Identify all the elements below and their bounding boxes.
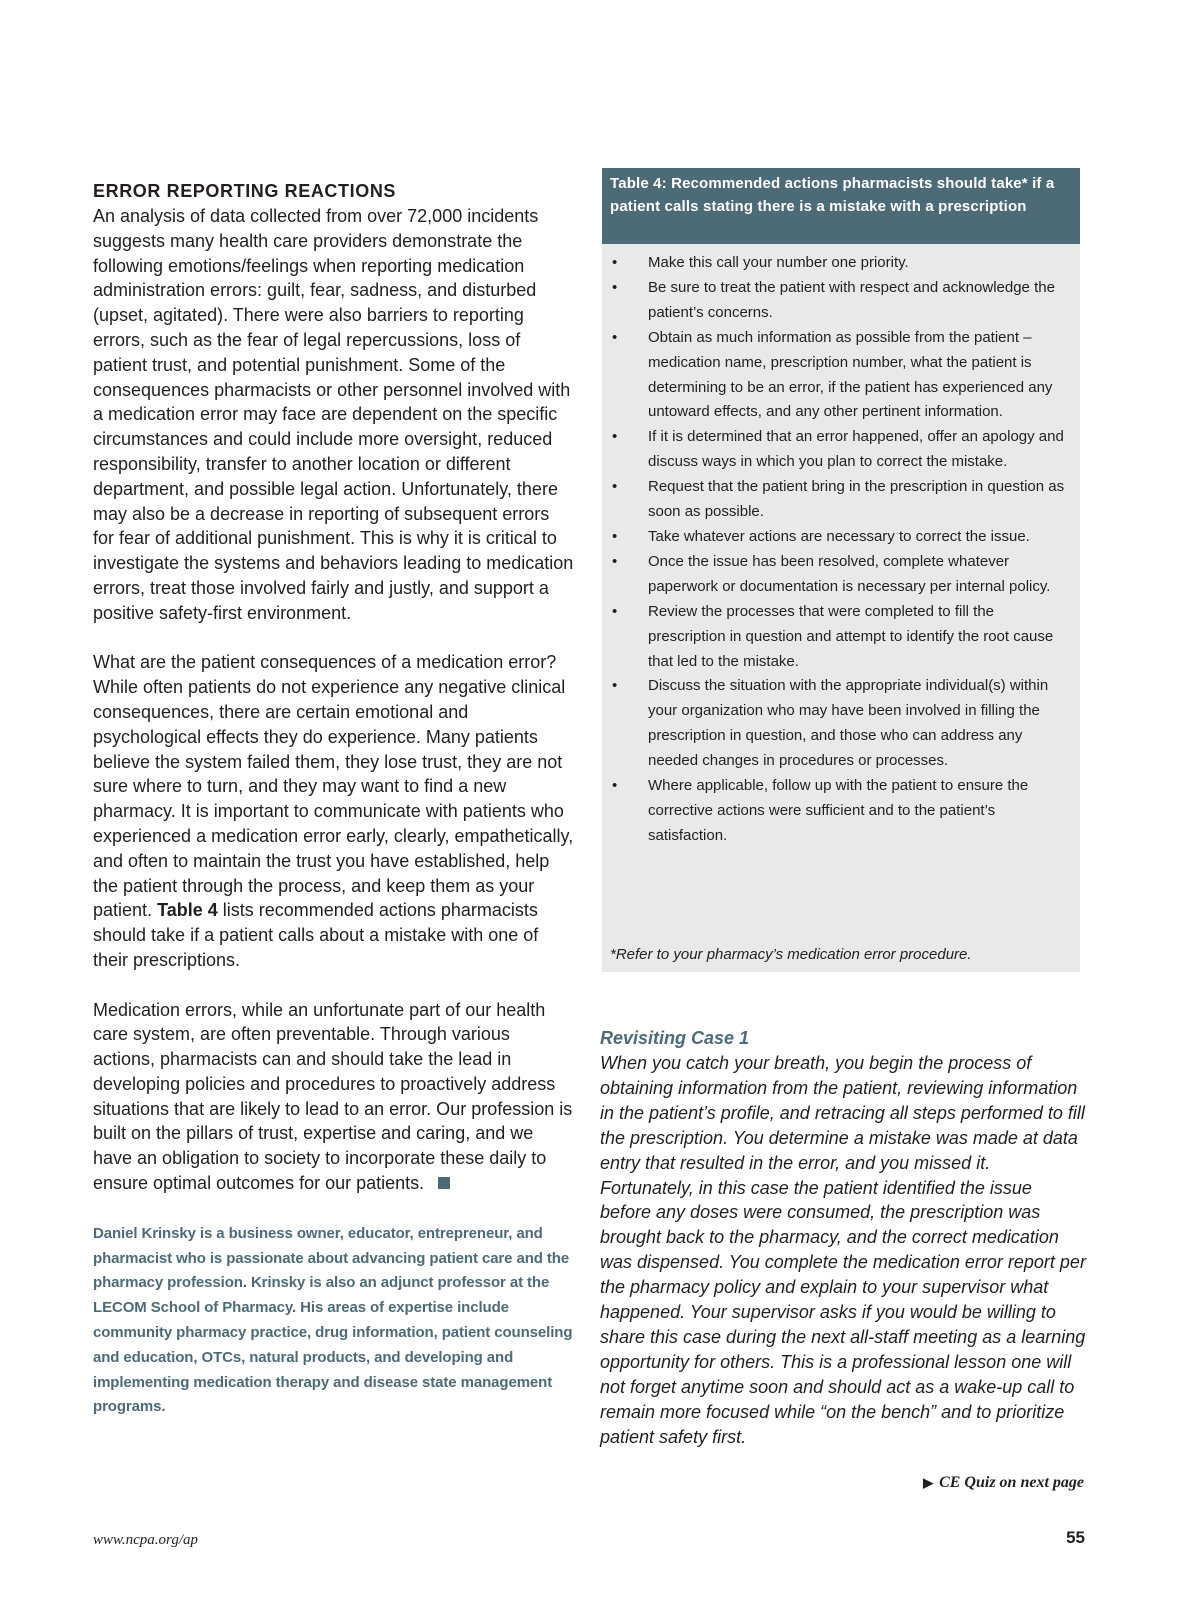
table-4-list-item (610, 525, 1074, 550)
table-4-list-item (610, 251, 1074, 276)
table-4-item-text: Obtain as much information as possible from the patient – medication name, prescription number, what the patient is determining to be an error, if the patient has experienced any untoward effects, and any other pertinent information. (648, 328, 1053, 421)
table-4-item-text: If it is determined that an error happened, offer an apology and discuss ways in which you plan to correct the mistake. (648, 428, 1064, 471)
table-4-item-text: Request that the patient bring in the prescription in question as soon as possible. (648, 478, 1065, 521)
table-4-item-text: Once the issue has been resolved, complete whatever paperwork or documentation is necessary per internal policy. (648, 552, 1051, 595)
table-4-item-text: Be sure to treat the patient with respect and acknowledge the patient’s concerns. (648, 278, 1055, 321)
body-paragraph-3 (93, 998, 575, 1196)
triangle-right-icon: ▶ (923, 1475, 934, 1490)
bullet-icon: • (612, 278, 618, 296)
end-of-article-square-icon (438, 1177, 450, 1189)
bullet-icon: • (612, 428, 618, 446)
table-4-list-item (610, 600, 1074, 675)
table-4-list-item (610, 550, 1074, 600)
bullet-icon: • (612, 254, 618, 271)
table-4-list (602, 244, 1080, 849)
bullet-icon: • (612, 527, 618, 545)
left-column (93, 178, 575, 1420)
body-paragraph-1: An analysis of data collected from over 72,000 incidents suggests many health care providers demonstrate the following emotions/feelings when reporting medication administration errors: guilt, fear, sadness, and disturbed (upset, agitated). There were also barriers to reporting errors, such as the fear of legal repercussions, loss of patient trust, and potential punishment. Some of the consequences pharmacists or other personnel involved with a medication error may face are dependent on the specific circumstances and could include more oversight, reduced responsibility, transfer to another location or different department, and possible legal action. Unfortunately, there may also be a decrease in reporting of subsequent errors for fear of additional punishment. This is why it is critical to investigate the systems and behaviors leading to medication errors, treat those involved fairly and justly, and support a positive safety-first environment. (93, 206, 574, 623)
section-heading: ERROR REPORTING REACTIONS (93, 181, 397, 201)
table-4-title: Table 4: Recommended actions pharmacists should take* if a patient calls stating there is a mistake with a prescription (602, 168, 1080, 244)
bullet-icon: • (612, 602, 618, 620)
bullet-icon: • (612, 478, 618, 496)
table-4-item-text: Where applicable, follow up with the patient to ensure the corrective actions were sufficient and to the patient’s satisfaction. (648, 777, 1029, 844)
table-4-list-item (610, 326, 1074, 426)
table-4-list-item (610, 276, 1074, 326)
bullet-icon: • (612, 777, 618, 795)
table-4-item-text: Take whatever actions are necessary to correct the issue. (648, 527, 1030, 545)
table-4-list-item (610, 674, 1074, 774)
table-4-list-item (610, 475, 1074, 525)
footer-url: www.ncpa.org/ap (93, 1532, 199, 1548)
bullet-icon: • (612, 328, 618, 346)
paragraph-3-text: Medication errors, while an unfortunate part of our health care system, are often preventable. Through various actions, pharmacists can and should take the lead in developing policies and procedures to proactively address situations that are likely to lead to an error. Our profession is built on the pillars of trust, expertise and caring, and we have an obligation to society to incorporate these daily to ensure optimal outcomes for our patients. (93, 999, 573, 1194)
body-paragraph-2 (93, 650, 575, 972)
revisiting-case-heading: Revisiting Case 1 (600, 1028, 750, 1048)
table-4-reference: Table 4 (157, 900, 218, 921)
paragraph-2-text-end: lists recommended actions pharmacists should take if a patient calls about a mistake with one of their prescriptions. (93, 900, 539, 970)
table-4-item-text: Make this call your number one priority. (648, 254, 909, 271)
table-4-item-text: Review the processes that were completed to fill the prescription in question and attempt to identify the root cause that led to the mistake. (648, 602, 1054, 670)
table-4-list-item (610, 774, 1074, 849)
revisiting-case-section (600, 1025, 1086, 1450)
ce-quiz-link[interactable] (923, 1474, 1084, 1492)
table-4-list-item (610, 425, 1074, 475)
author-bio: Daniel Krinsky is a business owner, educator, entrepreneur, and pharmacist who is passionate about advancing patient care and the pharmacy profession. Krinsky is also an adjunct professor at the LECOM School of Pharmacy. His areas of expertise include community pharmacy practice, drug information, patient counseling and education, OTCs, natural products, and developing and implementing medication therapy and disease state management programs. (93, 1224, 573, 1416)
revisiting-case-body: When you catch your breath, you begin the process of obtaining information from the patient, reviewing information in the patient’s profile, and retracing all steps performed to fill the prescription. You determine a mistake was made at data entry that resulted in the error, and you missed it. Fortunately, in this case the patient identified the issue before any doses were consumed, the prescription was brought back to the pharmacy, and the correct medication was dispensed. You complete the medication error report per the pharmacy policy and explain to your supervisor what happened. Your supervisor asks if you would be willing to share this case during the next all-staff meeting as a learning opportunity for others. This is a professional lesson one will not forget anytime soon and should act as a wake-up call to remain more focused while “on the bench” and to prioritize patient safety first. (600, 1053, 1086, 1447)
table-4-box (602, 168, 1080, 972)
bullet-icon: • (612, 552, 618, 570)
bullet-icon: • (612, 677, 618, 695)
paragraph-2-text-start: What are the patient consequences of a medication error? While often patients do not experience any negative clinical consequences, there are certain emotional and psychological effects they do experience. Many patients believe the system failed them, they lose trust, they are not sure where to turn, and they may want to find a new pharmacy. It is important to communicate with patients who experienced a medication error early, clearly, empathetically, and often to maintain the trust you have established, help the patient through the process, and keep them as your patient. (93, 652, 574, 921)
table-4-footnote: *Refer to your pharmacy’s medication error procedure. (610, 946, 972, 963)
ce-quiz-label: CE Quiz on next page (939, 1474, 1084, 1491)
table-4-item-text: Discuss the situation with the appropriate individual(s) within your organization who may have been involved in filling the prescription in question, and those who can address any needed changes in procedures or processes. (648, 677, 1049, 770)
page-number: 55 (1066, 1528, 1085, 1547)
